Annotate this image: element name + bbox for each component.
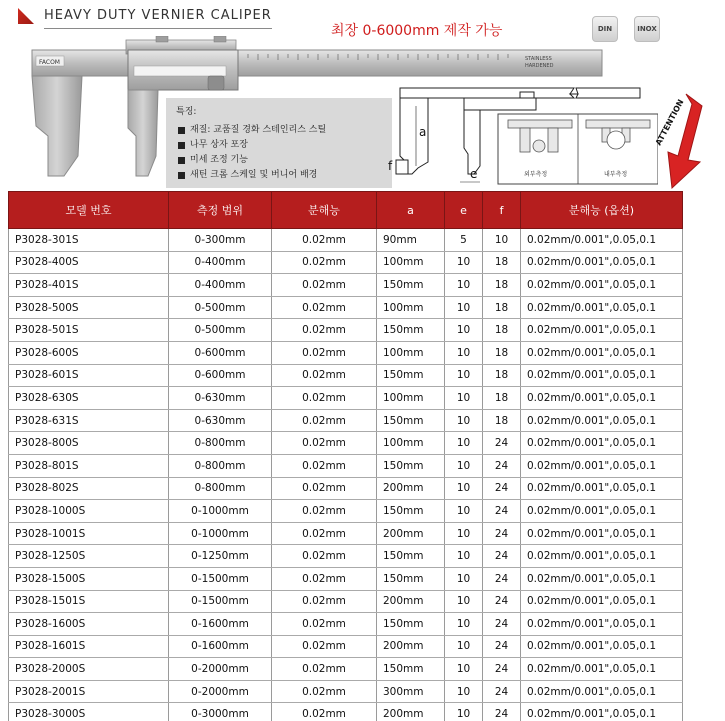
a-cell: 200mm: [377, 590, 445, 613]
e-cell: 10: [445, 251, 483, 274]
table-row: [9, 251, 683, 274]
table-row: [9, 387, 683, 410]
resolution-cell: 0.02mm: [272, 432, 377, 455]
f-cell: 18: [483, 409, 521, 432]
col-header-f: f: [483, 192, 521, 229]
table-row: [9, 658, 683, 681]
col-header-e: e: [445, 192, 483, 229]
range-cell: 0-1000mm: [169, 522, 272, 545]
col-header-resolution: 분해능: [272, 192, 377, 229]
inset-outer-label: 외부측정: [524, 171, 548, 178]
a-cell: 150mm: [377, 319, 445, 342]
model-cell: P3028-801S: [9, 454, 169, 477]
resolution-cell: 0.02mm: [272, 341, 377, 364]
resolution-option-cell: 0.02mm/0.001",0.05,0.1: [521, 364, 683, 387]
resolution-option-cell: 0.02mm/0.001",0.05,0.1: [521, 545, 683, 568]
e-cell: 10: [445, 500, 483, 523]
range-cell: 0-800mm: [169, 477, 272, 500]
resolution-cell: 0.02mm: [272, 545, 377, 568]
model-cell: P3028-800S: [9, 432, 169, 455]
resolution-option-cell: 0.02mm/0.001",0.05,0.1: [521, 454, 683, 477]
e-cell: 10: [445, 432, 483, 455]
resolution-cell: 0.02mm: [272, 454, 377, 477]
f-cell: 24: [483, 613, 521, 636]
resolution-option-cell: 0.02mm/0.001",0.05,0.1: [521, 409, 683, 432]
range-cell: 0-2000mm: [169, 658, 272, 681]
model-cell: P3028-1250S: [9, 545, 169, 568]
e-cell: 10: [445, 387, 483, 410]
a-cell: 150mm: [377, 658, 445, 681]
title-bar: [0, 0, 725, 39]
f-cell: 18: [483, 274, 521, 297]
range-cell: 0-500mm: [169, 296, 272, 319]
model-cell: P3028-601S: [9, 364, 169, 387]
a-cell: 100mm: [377, 251, 445, 274]
a-cell: 100mm: [377, 296, 445, 319]
model-cell: P3028-401S: [9, 274, 169, 297]
resolution-option-cell: 0.02mm/0.001",0.05,0.1: [521, 319, 683, 342]
col-header-model: 모델 번호: [9, 192, 169, 229]
feature-item: 나무 상자 포장: [176, 138, 382, 153]
e-cell: 10: [445, 703, 483, 721]
range-cell: 0-600mm: [169, 364, 272, 387]
resolution-cell: 0.02mm: [272, 635, 377, 658]
table-row: [9, 590, 683, 613]
resolution-option-cell: 0.02mm/0.001",0.05,0.1: [521, 703, 683, 721]
table-row: [9, 703, 683, 721]
range-cell: 0-400mm: [169, 251, 272, 274]
a-cell: 150mm: [377, 364, 445, 387]
range-cell: 0-1600mm: [169, 635, 272, 658]
range-cell: 0-1500mm: [169, 590, 272, 613]
range-cell: 0-1500mm: [169, 567, 272, 590]
spec-table: [8, 191, 683, 721]
resolution-option-cell: 0.02mm/0.001",0.05,0.1: [521, 680, 683, 703]
resolution-cell: 0.02mm: [272, 477, 377, 500]
feature-item: 재질: 교품질 경화 스테인리스 스틸: [176, 123, 382, 138]
resolution-option-cell: 0.02mm/0.001",0.05,0.1: [521, 341, 683, 364]
resolution-option-cell: 0.02mm/0.001",0.05,0.1: [521, 613, 683, 636]
f-cell: 24: [483, 635, 521, 658]
resolution-cell: 0.02mm: [272, 387, 377, 410]
resolution-cell: 0.02mm: [272, 409, 377, 432]
table-row: [9, 522, 683, 545]
e-cell: 10: [445, 680, 483, 703]
f-cell: 24: [483, 658, 521, 681]
model-cell: P3028-1600S: [9, 613, 169, 636]
resolution-cell: 0.02mm: [272, 500, 377, 523]
page-title: HEAVY DUTY VERNIER CALIPER: [44, 8, 272, 23]
a-cell: 150mm: [377, 567, 445, 590]
a-cell: 200mm: [377, 477, 445, 500]
e-cell: 10: [445, 409, 483, 432]
resolution-option-cell: 0.02mm/0.001",0.05,0.1: [521, 590, 683, 613]
e-cell: 10: [445, 590, 483, 613]
resolution-cell: 0.02mm: [272, 364, 377, 387]
col-header-range: 측정 범위: [169, 192, 272, 229]
model-cell: P3028-301S: [9, 229, 169, 252]
resolution-option-cell: 0.02mm/0.001",0.05,0.1: [521, 432, 683, 455]
subtitle: 최장 0-6000mm 제작 가능: [331, 23, 503, 39]
range-cell: 0-1000mm: [169, 500, 272, 523]
f-cell: 24: [483, 432, 521, 455]
f-cell: 18: [483, 341, 521, 364]
range-cell: 0-2000mm: [169, 680, 272, 703]
f-cell: 24: [483, 590, 521, 613]
range-cell: 0-1250mm: [169, 545, 272, 568]
e-cell: 10: [445, 341, 483, 364]
table-body: [9, 229, 683, 721]
model-cell: P3028-631S: [9, 409, 169, 432]
resolution-cell: 0.02mm: [272, 296, 377, 319]
resolution-option-cell: 0.02mm/0.001",0.05,0.1: [521, 635, 683, 658]
feature-item: 새틴 크롬 스케일 및 버니어 배경: [176, 168, 382, 183]
model-cell: P3028-600S: [9, 341, 169, 364]
table-row: [9, 454, 683, 477]
f-cell: 18: [483, 387, 521, 410]
table-row: [9, 296, 683, 319]
a-cell: 90mm: [377, 229, 445, 252]
f-cell: 18: [483, 296, 521, 319]
resolution-option-cell: 0.02mm/0.001",0.05,0.1: [521, 251, 683, 274]
features-title: 특징:: [176, 107, 197, 117]
e-cell: 10: [445, 545, 483, 568]
features-box: [166, 98, 392, 188]
label-a: a: [419, 125, 427, 139]
model-cell: P3028-1000S: [9, 500, 169, 523]
a-cell: 150mm: [377, 545, 445, 568]
range-cell: 0-1600mm: [169, 613, 272, 636]
e-cell: 10: [445, 296, 483, 319]
table-row: [9, 229, 683, 252]
resolution-option-cell: 0.02mm/0.001",0.05,0.1: [521, 387, 683, 410]
resolution-cell: 0.02mm: [272, 319, 377, 342]
a-cell: 200mm: [377, 703, 445, 721]
resolution-cell: 0.02mm: [272, 274, 377, 297]
model-cell: P3028-3000S: [9, 703, 169, 721]
table-row: [9, 341, 683, 364]
model-cell: P3028-501S: [9, 319, 169, 342]
scale-label-2: HARDENED: [525, 63, 554, 69]
a-cell: 100mm: [377, 387, 445, 410]
model-cell: P3028-1001S: [9, 522, 169, 545]
range-cell: 0-630mm: [169, 387, 272, 410]
table-row: [9, 409, 683, 432]
attention-callout: [650, 84, 720, 190]
feature-item: 미세 조정 기능: [176, 153, 382, 168]
features-list: [176, 123, 382, 183]
model-cell: P3028-1500S: [9, 567, 169, 590]
f-cell: 18: [483, 319, 521, 342]
range-cell: 0-500mm: [169, 319, 272, 342]
resolution-option-cell: 0.02mm/0.001",0.05,0.1: [521, 500, 683, 523]
e-cell: 10: [445, 635, 483, 658]
resolution-cell: 0.02mm: [272, 567, 377, 590]
col-header-a: a: [377, 192, 445, 229]
table-row: [9, 680, 683, 703]
model-cell: P3028-802S: [9, 477, 169, 500]
model-cell: P3028-500S: [9, 296, 169, 319]
model-cell: P3028-1601S: [9, 635, 169, 658]
resolution-option-cell: 0.02mm/0.001",0.05,0.1: [521, 567, 683, 590]
table-row: [9, 567, 683, 590]
resolution-cell: 0.02mm: [272, 703, 377, 721]
model-cell: P3028-400S: [9, 251, 169, 274]
model-cell: P3028-1501S: [9, 590, 169, 613]
f-cell: 10: [483, 229, 521, 252]
a-cell: 150mm: [377, 500, 445, 523]
inox-badge: INOX: [634, 16, 660, 42]
resolution-option-cell: 0.02mm/0.001",0.05,0.1: [521, 522, 683, 545]
scale-label-1: STAINLESS: [525, 56, 552, 62]
table-row: [9, 319, 683, 342]
table-row: [9, 613, 683, 636]
resolution-option-cell: 0.02mm/0.001",0.05,0.1: [521, 296, 683, 319]
range-cell: 0-630mm: [169, 409, 272, 432]
a-cell: 150mm: [377, 409, 445, 432]
a-cell: 300mm: [377, 680, 445, 703]
attention-arrow-icon: [650, 84, 720, 190]
resolution-option-cell: 0.02mm/0.001",0.05,0.1: [521, 658, 683, 681]
range-cell: 0-400mm: [169, 274, 272, 297]
resolution-cell: 0.02mm: [272, 229, 377, 252]
f-cell: 18: [483, 251, 521, 274]
e-cell: 10: [445, 454, 483, 477]
table-row: [9, 364, 683, 387]
table-header-row: [9, 192, 683, 229]
resolution-cell: 0.02mm: [272, 613, 377, 636]
f-cell: 24: [483, 500, 521, 523]
table-row: [9, 477, 683, 500]
attention-text: ATTENTION: [653, 97, 686, 147]
din-badge: DIN: [592, 16, 618, 42]
model-cell: P3028-630S: [9, 387, 169, 410]
table-row: [9, 500, 683, 523]
model-cell: P3028-2001S: [9, 680, 169, 703]
dimension-diagram: [388, 84, 658, 188]
table-row: [9, 545, 683, 568]
label-e: e: [470, 167, 478, 181]
e-cell: 10: [445, 319, 483, 342]
f-cell: 24: [483, 703, 521, 721]
model-cell: P3028-2000S: [9, 658, 169, 681]
col-header-resolution-option: 분해능 (옵션): [521, 192, 683, 229]
range-cell: 0-800mm: [169, 454, 272, 477]
a-cell: 100mm: [377, 432, 445, 455]
f-cell: 24: [483, 680, 521, 703]
resolution-cell: 0.02mm: [272, 251, 377, 274]
e-cell: 10: [445, 274, 483, 297]
resolution-option-cell: 0.02mm/0.001",0.05,0.1: [521, 477, 683, 500]
e-cell: 10: [445, 658, 483, 681]
e-cell: 10: [445, 567, 483, 590]
a-cell: 200mm: [377, 635, 445, 658]
f-cell: 24: [483, 545, 521, 568]
resolution-option-cell: 0.02mm/0.001",0.05,0.1: [521, 274, 683, 297]
resolution-cell: 0.02mm: [272, 680, 377, 703]
f-cell: 24: [483, 454, 521, 477]
range-cell: 0-300mm: [169, 229, 272, 252]
title-underline: [44, 28, 272, 29]
e-cell: 10: [445, 613, 483, 636]
a-cell: 150mm: [377, 454, 445, 477]
resolution-cell: 0.02mm: [272, 522, 377, 545]
e-cell: 10: [445, 522, 483, 545]
resolution-cell: 0.02mm: [272, 590, 377, 613]
table-row: [9, 274, 683, 297]
f-cell: 18: [483, 364, 521, 387]
f-cell: 24: [483, 477, 521, 500]
resolution-cell: 0.02mm: [272, 658, 377, 681]
inset-inner-label: 내부측정: [604, 171, 628, 178]
resolution-option-cell: 0.02mm/0.001",0.05,0.1: [521, 229, 683, 252]
a-cell: 200mm: [377, 522, 445, 545]
table-row: [9, 635, 683, 658]
table-row: [9, 432, 683, 455]
a-cell: 100mm: [377, 341, 445, 364]
range-cell: 0-3000mm: [169, 703, 272, 721]
range-cell: 0-600mm: [169, 341, 272, 364]
a-cell: 150mm: [377, 274, 445, 297]
f-cell: 24: [483, 522, 521, 545]
caliper-brand: FACOM: [39, 59, 60, 66]
f-cell: 24: [483, 567, 521, 590]
dimension-diagram-svg: [388, 84, 658, 188]
title-triangle-icon: [18, 8, 34, 24]
label-f: f: [388, 159, 393, 173]
a-cell: 150mm: [377, 613, 445, 636]
e-cell: 5: [445, 229, 483, 252]
e-cell: 10: [445, 477, 483, 500]
range-cell: 0-800mm: [169, 432, 272, 455]
e-cell: 10: [445, 364, 483, 387]
